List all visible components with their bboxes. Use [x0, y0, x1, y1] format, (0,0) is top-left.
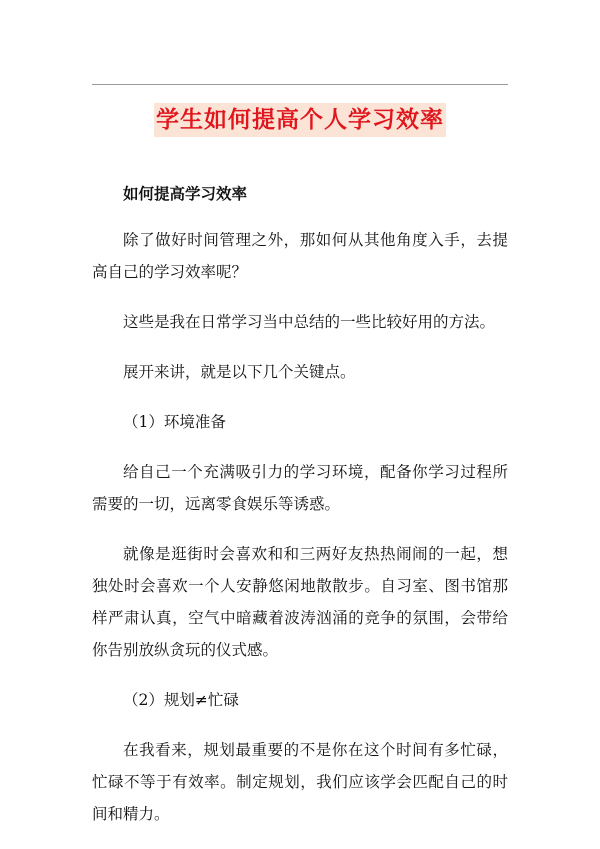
subsection-label-environment: （1）环境准备 — [123, 413, 226, 431]
body-paragraph: 展开来讲，就是以下几个关键点。 — [123, 363, 356, 381]
section-heading: 如何提高学习效率 — [123, 184, 248, 203]
body-paragraph: 除了做好时间管理之外，那如何从其他角度入手，去提高自己的学习效率呢？ — [92, 231, 508, 281]
body-paragraph: 就像是逛街时会喜欢和和三两好友热热闹闹的一起，想独处时会喜欢一个人安静悠闲地散散步。自习室、图书馆那样严肃认真，空气中暗藏着波涛汹涌的竞争的氛围，会带给你告别放纵贪玩的仪式感。 — [92, 545, 508, 659]
title-container — [0, 103, 600, 137]
body-paragraph: 在我看来，规划最重要的不是你在这个时间有多忙碌，忙碌不等于有效率。制定规划，我们应该学会匹配自己的时间和精力。 — [92, 741, 508, 823]
body-paragraph: 这些是我在日常学习当中总结的一些比较好用的方法。 — [123, 313, 496, 331]
body-paragraph: 给自己一个充满吸引力的学习环境，配备你学习过程所需要的一切，远离零食娱乐等诱惑。 — [92, 463, 508, 513]
subsection-label-planning: （2）规划≠忙碌 — [123, 691, 239, 709]
document-body — [92, 178, 508, 848]
header-rule — [92, 84, 508, 85]
document-title: 学生如何提高个人学习效率 — [154, 103, 446, 137]
